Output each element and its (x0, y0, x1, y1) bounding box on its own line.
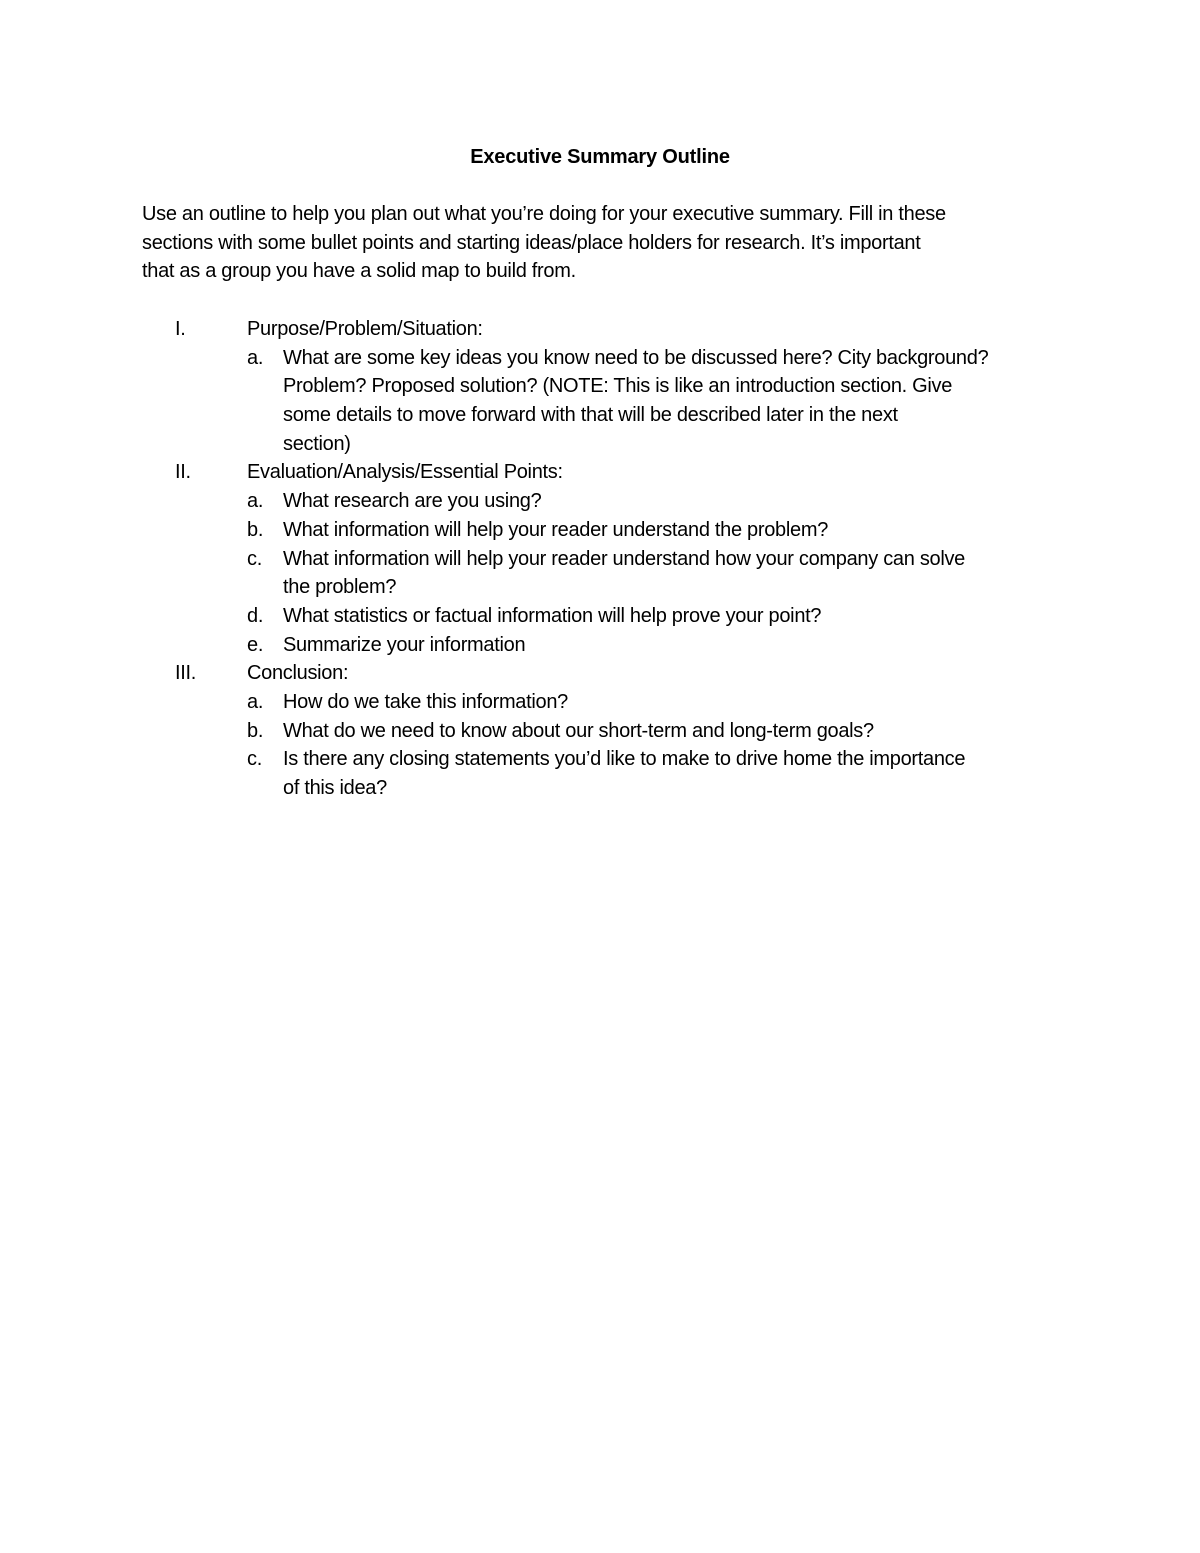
item-text-line: What statistics or factual information will help prove your point? (283, 604, 822, 627)
item-text-line: some details to move forward with that will be described later in the next (283, 404, 898, 427)
intro-paragraph (142, 200, 1072, 286)
item-text-line: What are some key ideas you know need to be discussed here? City background? (283, 346, 989, 369)
outline-item (0, 516, 1200, 545)
outline-list (0, 315, 1200, 803)
item-text-line: the problem? (283, 576, 397, 599)
section-numeral: III. (175, 662, 197, 685)
section-heading-row (0, 659, 1200, 688)
section-heading-row (0, 315, 1200, 344)
intro-line: Use an outline to help you plan out what you’re doing for your executive summary. Fill in these (142, 203, 946, 225)
item-text-line: section) (283, 432, 351, 455)
item-text-line: Is there any closing statements you’d like to make to drive home the importance (283, 748, 966, 771)
outline-section-3 (0, 659, 1200, 802)
item-text-line: What research are you using? (283, 490, 542, 513)
outline-section-1 (0, 315, 1200, 458)
item-text-line: What information will help your reader understand how your company can solve (283, 547, 966, 570)
item-letter: a. (247, 346, 264, 369)
item-letter: c. (247, 748, 262, 771)
section-heading: Conclusion: (247, 662, 349, 685)
outline-item (0, 545, 1200, 602)
item-text-line: Problem? Proposed solution? (NOTE: This is like an introduction section. Give (283, 375, 953, 398)
item-letter: a. (247, 490, 264, 513)
outline-item (0, 631, 1200, 660)
item-text-line: Summarize your information (283, 633, 526, 656)
item-letter: b. (247, 518, 264, 541)
intro-line: that as a group you have a solid map to build from. (142, 260, 576, 283)
item-letter: a. (247, 690, 264, 713)
outline-item (0, 688, 1200, 717)
section-heading-row (0, 458, 1200, 487)
outline-item (0, 344, 1200, 459)
document-title: Executive Summary Outline (470, 146, 730, 168)
section-numeral: II. (175, 461, 191, 484)
item-letter: d. (247, 604, 264, 627)
item-text-line: How do we take this information? (283, 690, 568, 713)
item-text-line: What information will help your reader understand the problem? (283, 518, 829, 541)
outline-section-2 (0, 458, 1200, 659)
outline-item (0, 487, 1200, 516)
section-numeral: I. (175, 318, 186, 340)
outline-item (0, 602, 1200, 631)
outline-item (0, 745, 1200, 802)
outline-item (0, 717, 1200, 746)
item-letter: e. (247, 633, 264, 656)
item-text-line: What do we need to know about our short-term and long-term goals? (283, 719, 874, 742)
section-heading: Purpose/Problem/Situation: (247, 318, 483, 340)
item-text-line: of this idea? (283, 777, 387, 799)
item-letter: b. (247, 719, 264, 742)
item-letter: c. (247, 547, 262, 570)
intro-line: sections with some bullet points and starting ideas/place holders for research. It’s important (142, 231, 921, 254)
section-heading: Evaluation/Analysis/Essential Points: (247, 461, 563, 484)
